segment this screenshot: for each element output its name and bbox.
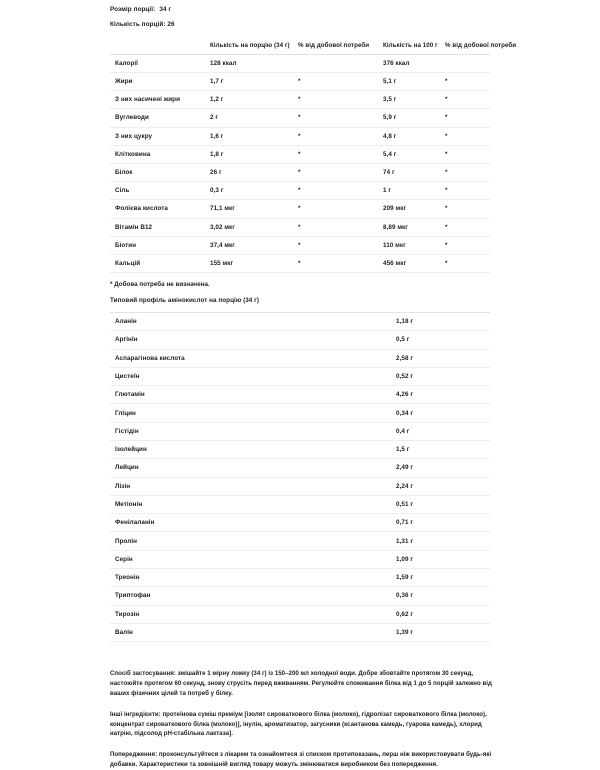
row-per-serving: 1,8 г [210, 145, 298, 163]
amino-value: 1,18 г [396, 313, 490, 331]
amino-name: Аланін [110, 313, 396, 331]
row-per-100g-dv: * [445, 236, 490, 254]
amino-name: Гліцин [110, 404, 396, 422]
row-per-serving-dv: * [298, 254, 383, 272]
row-per-100g: 74 г [383, 163, 445, 181]
row-per-100g-dv: * [445, 91, 490, 109]
row-per-100g: 1 г [383, 182, 445, 200]
table-row [110, 145, 490, 163]
amino-name: Метіонін [110, 495, 396, 513]
row-per-serving: 155 мкг [210, 254, 298, 272]
table-row [110, 404, 490, 422]
table-row [110, 331, 490, 349]
table-row [110, 367, 490, 385]
row-per-100g-dv: * [445, 127, 490, 145]
amino-value: 1,59 г [396, 569, 490, 587]
table-row [110, 386, 490, 404]
amino-value: 0,5 г [396, 331, 490, 349]
nutrition-facts-table [110, 38, 517, 273]
amino-value: 0,36 г [396, 587, 490, 605]
amino-name: Серін [110, 550, 396, 568]
amino-table-body [110, 313, 490, 642]
row-per-serving: 2 г [210, 109, 298, 127]
table-row [110, 349, 490, 367]
table-row [110, 163, 490, 181]
row-per-serving-dv: * [298, 218, 383, 236]
row-per-serving-dv: * [298, 182, 383, 200]
usage-paragraph: Спосіб застосування: змішайте 1 мірну ложку (34 г) із 150–200 мл холодної води. Добре збовтайте протягом 30 секунд, настоюйте протягом 60 секунд, знову струсіть перед вживанням. Регулюйте споживання білка від 1 до 5 порцій залежно від ваших фізичних цілей та потреб у білку. [110, 670, 492, 697]
row-per-100g-dv: * [445, 73, 490, 91]
serving-info [0, 0, 600, 29]
amino-value: 1,39 г [396, 623, 490, 641]
row-per-100g-dv: * [445, 182, 490, 200]
row-per-100g: 5,9 г [383, 109, 445, 127]
row-per-serving-dv: * [298, 236, 383, 254]
row-per-serving-dv [298, 54, 383, 72]
row-nutrient-name: Фолієва кислота [110, 200, 210, 218]
row-per-serving-dv: * [298, 163, 383, 181]
row-per-100g: 376 ккал [383, 54, 445, 72]
amino-name: Пролін [110, 532, 396, 550]
row-per-100g: 8,89 мкг [383, 218, 445, 236]
row-nutrient-name: З них цукру [110, 127, 210, 145]
table-row [110, 550, 490, 568]
amino-value: 0,51 г [396, 495, 490, 513]
warning-paragraph: Попередження: проконсультуйтеся з лікарем та ознайомтеся зі списком протипоказань, перш ніж використовувати будь-які добавки. Характеристики та зовнішній вигляд товару можуть змінюватися виробником без попередження. [110, 751, 492, 769]
table-row [110, 109, 490, 127]
table-row [110, 218, 490, 236]
row-per-serving: 128 ккал [210, 54, 298, 72]
row-per-serving: 37,4 мкг [210, 236, 298, 254]
amino-acid-table [110, 312, 490, 642]
row-per-serving-dv: * [298, 73, 383, 91]
nutrition-table-head [110, 38, 517, 55]
row-per-serving: 1,7 г [210, 73, 298, 91]
amino-name: Фенілаланін [110, 514, 396, 532]
row-nutrient-name: Білок [110, 163, 210, 181]
serving-count-line: Кількість порцій: 26 [110, 21, 175, 29]
row-per-serving-dv: * [298, 109, 383, 127]
amino-name: Триптофан [110, 587, 396, 605]
amino-value: 1,31 г [396, 532, 490, 550]
amino-value: 2,58 г [396, 349, 490, 367]
col-header-name [110, 38, 210, 55]
amino-profile-title: Типовий профіль амінокислот на порцію (34 г) [110, 297, 260, 305]
row-per-serving: 1,2 г [210, 91, 298, 109]
row-per-100g-dv: * [445, 200, 490, 218]
amino-name: Треонін [110, 569, 396, 587]
row-nutrient-name: Біотин [110, 236, 210, 254]
row-per-100g-dv [445, 54, 490, 72]
col-header-per-100g-dv: % від добової потреби [445, 38, 490, 55]
row-nutrient-name: Кальцій [110, 254, 210, 272]
table-row [110, 73, 490, 91]
info-paragraphs [110, 642, 492, 770]
table-row [110, 441, 490, 459]
row-per-100g: 209 мкг [383, 200, 445, 218]
table-row [110, 532, 490, 550]
row-per-100g-dv: * [445, 109, 490, 127]
amino-name: Гістідін [110, 422, 396, 440]
table-row [110, 54, 490, 72]
table-row [110, 254, 490, 272]
table-row [110, 605, 490, 623]
row-nutrient-name: Клітковина [110, 145, 210, 163]
row-nutrient-name: Жири [110, 73, 210, 91]
table-row [110, 459, 490, 477]
amino-name: Ізолейцин [110, 441, 396, 459]
amino-value: 4,26 г [396, 386, 490, 404]
row-per-100g-dv: * [445, 163, 490, 181]
row-per-serving: 0,3 г [210, 182, 298, 200]
serving-size-label: Розмір порції: [110, 6, 156, 13]
row-nutrient-name: Сіль [110, 182, 210, 200]
amino-value: 1,5 г [396, 441, 490, 459]
amino-value: 1,09 г [396, 550, 490, 568]
amino-value: 0,71 г [396, 514, 490, 532]
amino-value: 0,34 г [396, 404, 490, 422]
nutrition-header-row [110, 38, 490, 55]
row-nutrient-name: Вітамін B12 [110, 218, 210, 236]
table-row [110, 200, 490, 218]
amino-name: Аспарагінова кислота [110, 349, 396, 367]
row-per-100g-dv: * [445, 254, 490, 272]
row-per-serving: 26 г [210, 163, 298, 181]
table-row [110, 313, 490, 331]
table-row [110, 569, 490, 587]
table-row [110, 127, 490, 145]
table-row [110, 495, 490, 513]
daily-value-footnote: * Добова потреба не визначена. [110, 281, 210, 289]
amino-name: Лейцин [110, 459, 396, 477]
row-per-serving: 3,02 мкг [210, 218, 298, 236]
amino-name: Тирозін [110, 605, 396, 623]
amino-name: Валін [110, 623, 396, 641]
serving-size-value: 34 г [159, 6, 172, 13]
table-row [110, 587, 490, 605]
amino-name: Лізін [110, 477, 396, 495]
row-per-100g: 5,1 г [383, 73, 445, 91]
table-row [110, 91, 490, 109]
row-nutrient-name: Калорії [110, 54, 210, 72]
row-per-serving: 1,6 г [210, 127, 298, 145]
row-nutrient-name: З них насичені жири [110, 91, 210, 109]
col-header-per-100g: Кількість на 100 г [383, 38, 445, 55]
amino-value: 0,62 г [396, 605, 490, 623]
amino-value: 2,24 г [396, 477, 490, 495]
amino-value: 0,4 г [396, 422, 490, 440]
row-per-100g: 110 мкг [383, 236, 445, 254]
col-header-per-serving-dv: % від добової потреби [298, 38, 383, 55]
table-row [110, 236, 490, 254]
col-header-per-serving: Кількість на порцію (34 г) [210, 38, 298, 55]
row-per-serving: 71,1 мкг [210, 200, 298, 218]
row-per-100g-dv: * [445, 145, 490, 163]
row-per-100g: 3,5 г [383, 91, 445, 109]
row-per-100g: 4,8 г [383, 127, 445, 145]
amino-name: Цистеїн [110, 367, 396, 385]
amino-name: Глютамін [110, 386, 396, 404]
table-row [110, 623, 490, 641]
nutrition-table-body [110, 54, 490, 272]
amino-name: Аргінін [110, 331, 396, 349]
ingredients-paragraph: Інші інгредієнти: протеїнова суміш преміум [ізолят сироваткового білка (молоко), гідролізат сироваткового білка (молоко), концентрат сироваткового білка (молоко)], інулін, ароматизатор, загусники (ксантанова камедь, гуарова камедь), хлорид натрію, підсолод рН-стабільна лактаза]. [110, 710, 487, 738]
table-row [110, 477, 490, 495]
row-per-100g: 5,4 г [383, 145, 445, 163]
table-row [110, 514, 490, 532]
serving-size-line [110, 7, 600, 13]
table-row [110, 182, 490, 200]
row-per-serving-dv: * [298, 145, 383, 163]
amino-value: 0,52 г [396, 367, 490, 385]
row-nutrient-name: Вуглеводи [110, 109, 210, 127]
row-per-serving-dv: * [298, 127, 383, 145]
row-per-serving-dv: * [298, 91, 383, 109]
amino-value: 2,49 г [396, 459, 490, 477]
row-per-100g-dv: * [445, 218, 490, 236]
table-row [110, 422, 490, 440]
row-per-100g: 456 мкг [383, 254, 445, 272]
row-per-serving-dv: * [298, 200, 383, 218]
